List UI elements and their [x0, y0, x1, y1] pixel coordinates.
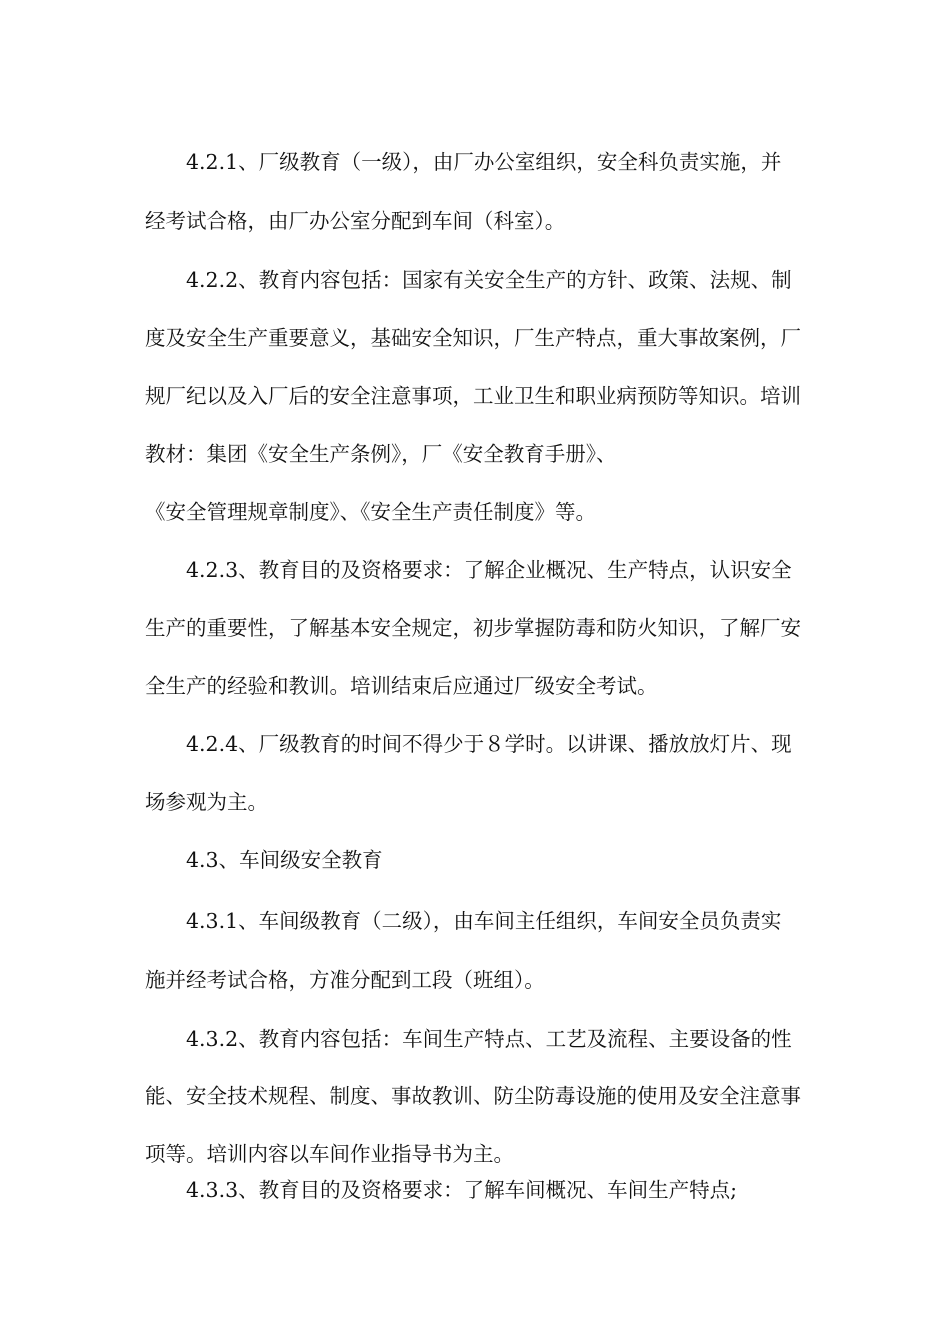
paragraph-4-3-2-line-1: 4.3.2、教育内容包括：车间生产特点、工艺及流程、主要设备的性 — [186, 1027, 792, 1051]
paragraph-4-2-3-line-2: 生产的重要性，了解基本安全规定，初步掌握防毒和防火知识，了解厂安 — [145, 616, 801, 640]
paragraph-4-2-3-line-3: 全生产的经验和教训。培训结束后应通过厂级安全考试。 — [145, 674, 658, 698]
paragraph-4-2-1-line-2: 经考试合格，由厂办公室分配到车间（科室）。 — [145, 209, 566, 233]
paragraph-4-3-2-line-3: 项等。培训内容以车间作业指导书为主。 — [145, 1142, 514, 1166]
paragraph-4-2-2-line-1: 4.2.2、教育内容包括：国家有关安全生产的方针、政策、法规、制 — [186, 268, 792, 292]
paragraph-4-3-1-line-1: 4.3.1、车间级教育（二级），由车间主任组织，车间安全员负责实 — [186, 909, 782, 933]
paragraph-4-2-3-line-1: 4.2.3、教育目的及资格要求：了解企业概况、生产特点，认识安全 — [186, 558, 792, 582]
paragraph-4-2-2-line-3: 规厂纪以及入厂后的安全注意事项，工业卫生和职业病预防等知识。培训 — [145, 384, 801, 408]
paragraph-4-2-1-line-1: 4.2.1、厂级教育（一级），由厂办公室组织，安全科负责实施，并 — [186, 150, 782, 174]
paragraph-4-2-2-line-4: 教材：集团《安全生产条例》，厂《安全教育手册》、 — [145, 442, 617, 466]
paragraph-4-3-2-line-2: 能、安全技术规程、制度、事故教训、防尘防毒设施的使用及安全注意事 — [145, 1084, 801, 1108]
paragraph-4-3-1-line-2: 施并经考试合格，方准分配到工段（班组）。 — [145, 968, 545, 992]
paragraph-4-3-3-line-1: 4.3.3、教育目的及资格要求：了解车间概况、车间生产特点; — [186, 1178, 738, 1202]
paragraph-4-2-2-line-5: 《安全管理规章制度》、《安全生产责任制度》等。 — [145, 500, 596, 524]
paragraph-4-2-4-line-2: 场参观为主。 — [145, 790, 268, 814]
paragraph-4-2-4-line-1: 4.2.4、厂级教育的时间不得少于８学时。以讲课、播放放灯片、现 — [186, 732, 792, 756]
section-heading-4-3: 4.3、车间级安全教育 — [186, 848, 383, 872]
paragraph-4-2-2-line-2: 度及安全生产重要意义，基础安全知识，厂生产特点，重大事故案例，厂 — [145, 326, 801, 350]
